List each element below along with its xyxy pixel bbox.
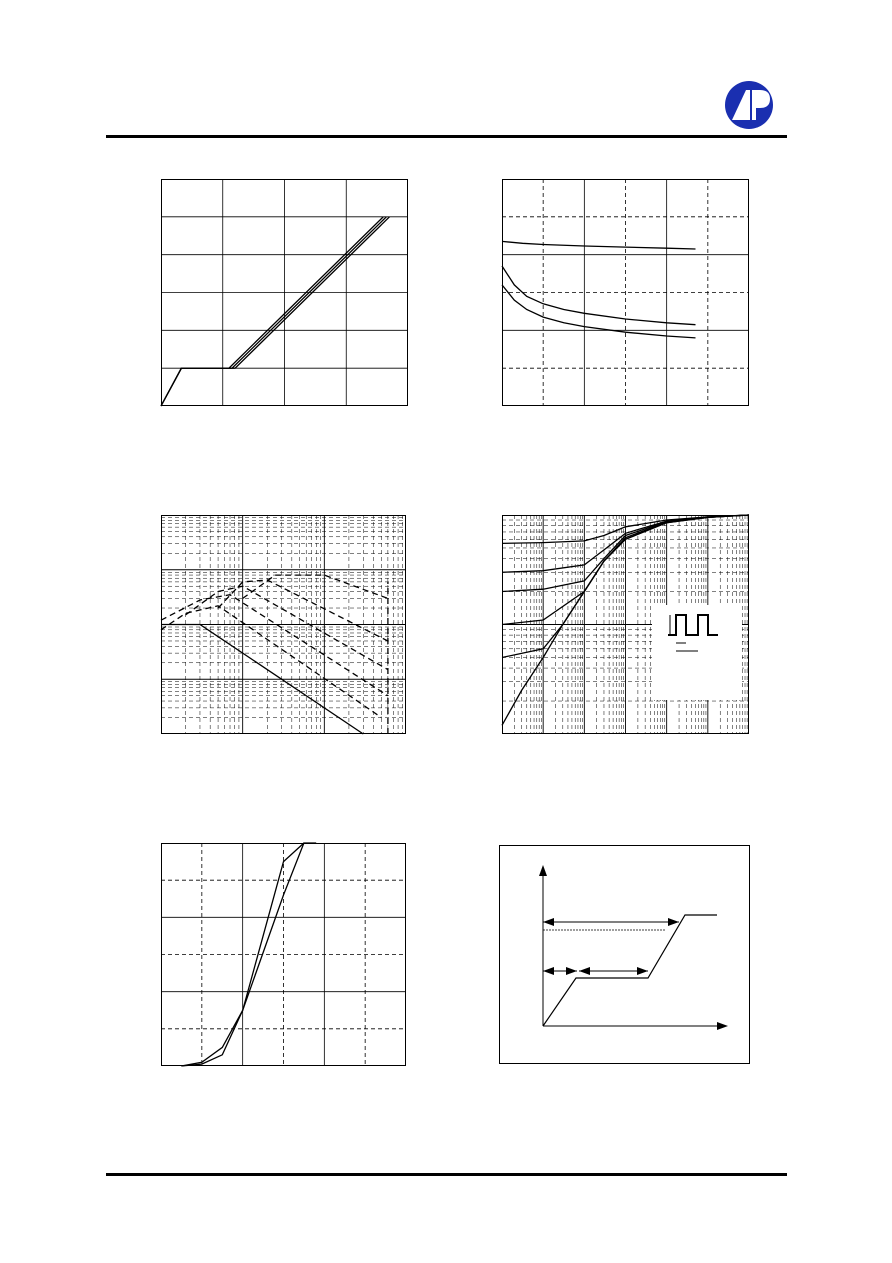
arrow-left-icon <box>543 967 554 975</box>
figure-4-chart <box>502 515 749 734</box>
series-line-4 <box>186 586 388 669</box>
header-rule <box>106 135 787 138</box>
series-line-2 <box>161 606 381 718</box>
arrow-right-icon <box>668 918 679 926</box>
figure-6-diagram <box>499 845 750 1064</box>
diagram-frame <box>500 846 750 1064</box>
arrow-right-icon <box>637 967 648 975</box>
footer-rule <box>106 1173 787 1176</box>
series-line-3 <box>161 595 388 696</box>
pulse-waveform-icon <box>652 605 742 700</box>
x-axis-arrow-icon <box>717 1022 728 1030</box>
company-logo-icon <box>724 80 774 130</box>
series-line-5 <box>218 580 388 641</box>
plot-grid <box>161 179 408 406</box>
arrow-right-icon <box>566 967 577 975</box>
figure-3-chart <box>161 515 406 734</box>
arrow-left-icon <box>543 918 554 926</box>
y-axis-arrow-icon <box>539 865 547 876</box>
arrow-left-icon <box>579 967 590 975</box>
figure-1-chart <box>161 179 408 406</box>
plot-grid <box>502 179 749 406</box>
plot-grid <box>161 843 406 1066</box>
series-line-6 <box>243 575 388 598</box>
figure-2-chart <box>502 179 749 406</box>
figure-5-chart <box>161 843 406 1066</box>
series-line-1 <box>161 217 383 406</box>
series-line-2 <box>161 217 386 406</box>
